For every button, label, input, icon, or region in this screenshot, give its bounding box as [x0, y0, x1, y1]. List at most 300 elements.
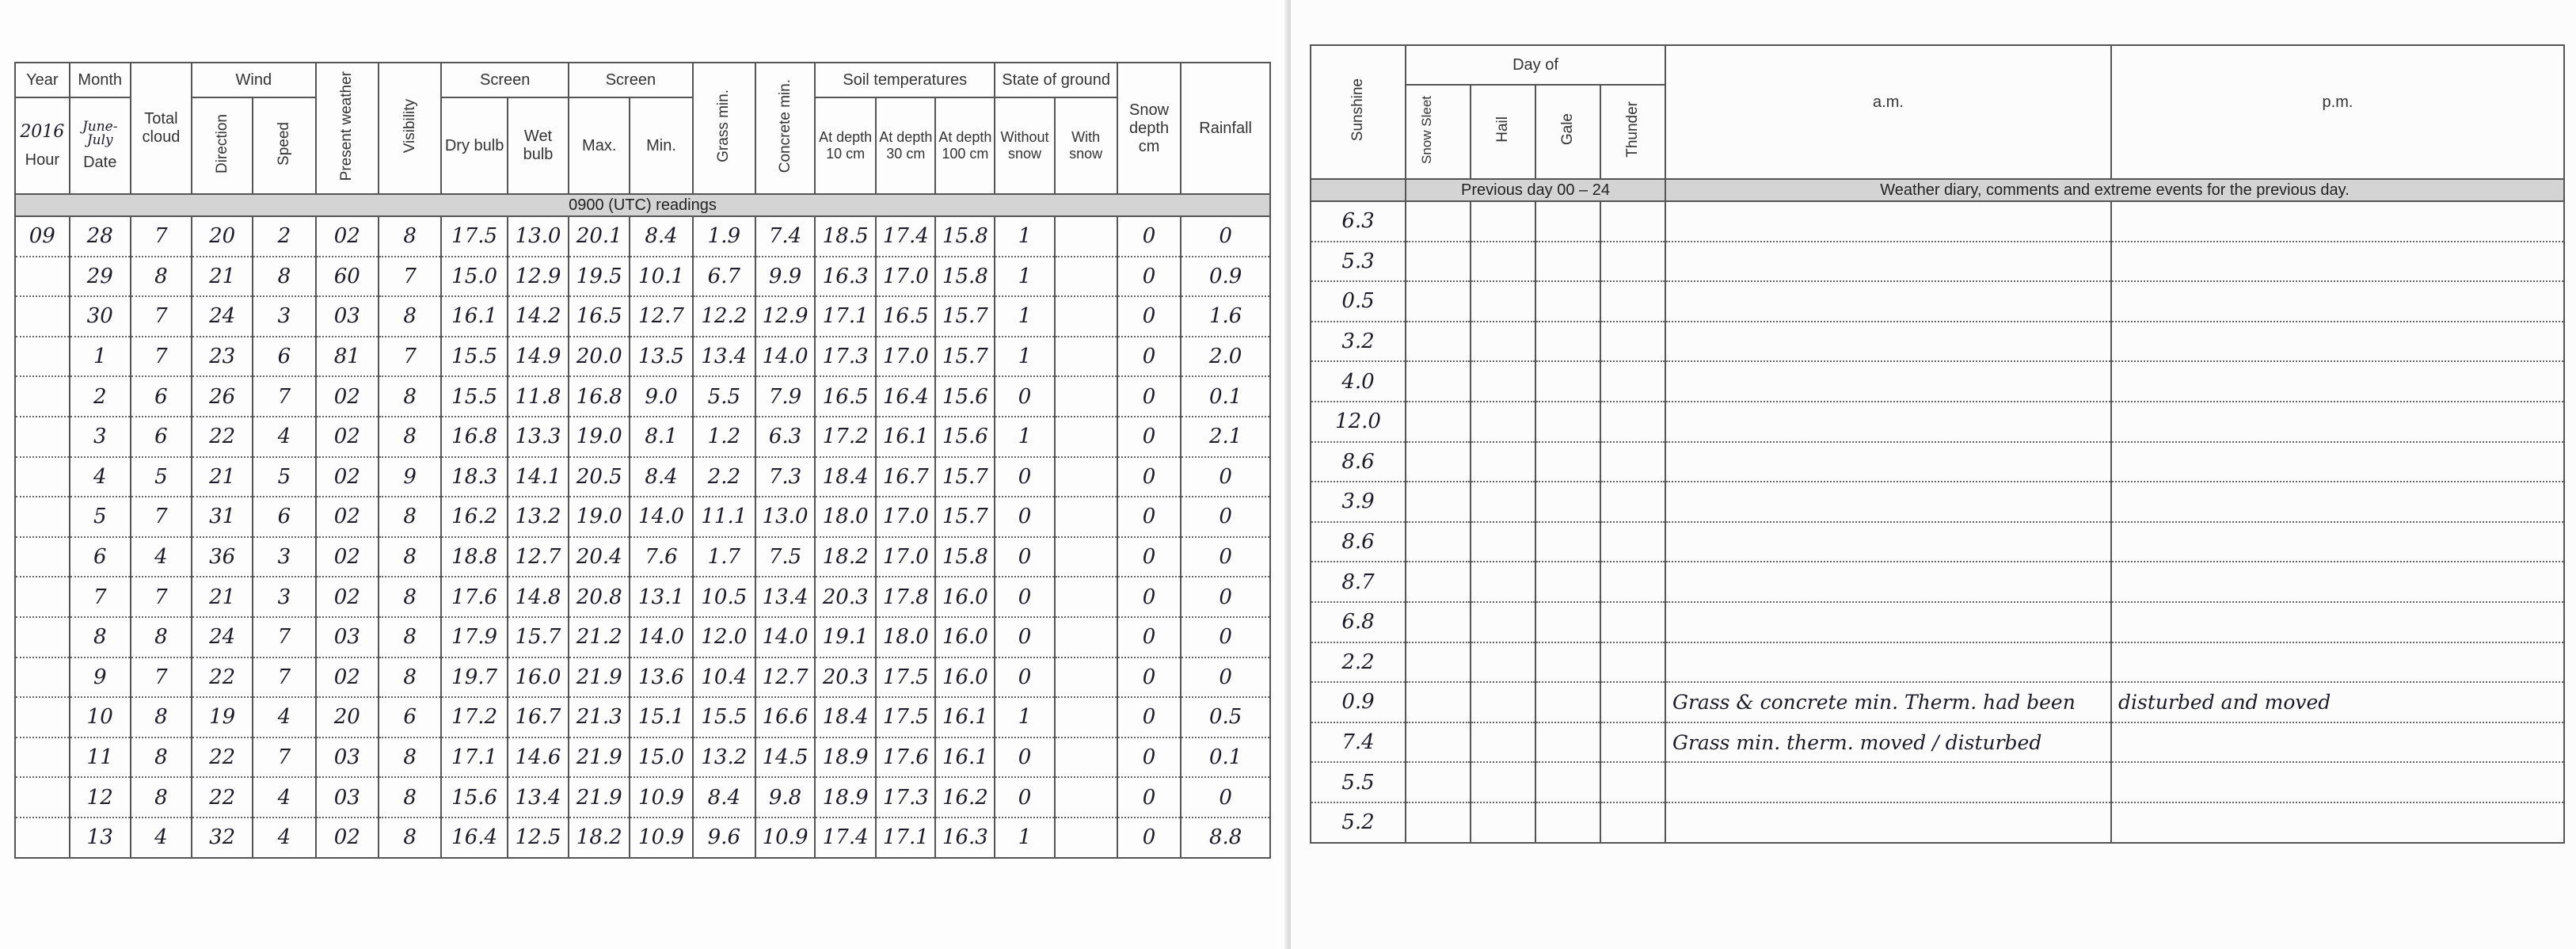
cell-s10: 17.4 — [815, 818, 876, 858]
table-row — [15, 577, 1270, 617]
cell-cloud: 8 — [131, 257, 192, 297]
cell-wet: 14.1 — [508, 457, 569, 497]
table-row — [1311, 642, 2564, 683]
cell-vis: 8 — [379, 577, 441, 617]
cell-diary-pm — [2111, 762, 2564, 802]
state-of-ground-header: State of ground — [995, 63, 1117, 97]
cell-s100: 16.1 — [935, 697, 995, 737]
table-row — [15, 737, 1270, 778]
cell-sunshine: 4.0 — [1311, 361, 1406, 402]
cell-conc: 7.9 — [755, 376, 815, 417]
cell-conc: 14.5 — [755, 737, 815, 778]
cell-vis: 8 — [379, 737, 441, 778]
cell-snow-sleet — [1406, 482, 1471, 522]
cell-snow-sleet — [1406, 602, 1471, 642]
cell-max: 21.2 — [569, 617, 630, 657]
cell-s10: 17.1 — [815, 296, 876, 337]
cell-pw: 02 — [316, 657, 379, 698]
cell-gale — [1535, 682, 1600, 722]
cell-wet: 13.0 — [508, 216, 569, 257]
cell-date: 30 — [70, 296, 131, 337]
cell-date: 5 — [70, 497, 131, 537]
cell-w — [1055, 417, 1117, 457]
cell-rain: 2.0 — [1181, 337, 1270, 377]
cell-s30: 17.1 — [876, 818, 935, 858]
cell-max: 21.3 — [569, 697, 630, 737]
cell-s10: 17.3 — [815, 337, 876, 377]
cell-pw: 02 — [316, 537, 379, 577]
cell-diary-am: Grass min. therm. moved / disturbed — [1665, 722, 2111, 763]
cell-dry: 15.0 — [441, 257, 508, 297]
cell-speed: 7 — [253, 376, 315, 417]
cell-thunder — [1600, 242, 1665, 282]
cell-snow-sleet — [1406, 322, 1471, 362]
cell-speed: 4 — [253, 818, 315, 858]
cell-rain: 0 — [1181, 216, 1270, 257]
cell-pw: 02 — [316, 577, 379, 617]
cell-max: 19.0 — [569, 497, 630, 537]
cell-date: 29 — [70, 257, 131, 297]
hour-label: Hour — [25, 151, 59, 170]
cell-sunshine: 12.0 — [1311, 402, 1406, 442]
cell-rain: 0 — [1181, 617, 1270, 657]
cell-gale — [1535, 201, 1600, 242]
cell-diary-pm — [2111, 482, 2564, 522]
cell-s10: 19.1 — [815, 617, 876, 657]
cell-min: 8.4 — [630, 457, 692, 497]
cell-speed: 7 — [253, 617, 315, 657]
year-header: Year — [15, 63, 70, 97]
cell-s100: 15.7 — [935, 337, 995, 377]
cell-dir: 24 — [192, 617, 253, 657]
cell-w — [1055, 296, 1117, 337]
table-row — [1311, 442, 2564, 482]
cell-pw: 02 — [316, 818, 379, 858]
cell-s10: 18.4 — [815, 457, 876, 497]
cell-gale — [1535, 442, 1600, 482]
cell-snow: 0 — [1117, 296, 1181, 337]
cell-conc: 9.8 — [755, 777, 815, 818]
cell-thunder — [1600, 361, 1665, 402]
diary-table — [1310, 44, 2565, 844]
cell-conc: 16.6 — [755, 697, 815, 737]
cell-min: 13.1 — [630, 577, 692, 617]
cell-dry: 18.8 — [441, 537, 508, 577]
cell-s10: 18.2 — [815, 537, 876, 577]
cell-conc: 12.9 — [755, 296, 815, 337]
cell-snow: 0 — [1117, 257, 1181, 297]
cell-date: 13 — [70, 818, 131, 858]
cell-snow: 0 — [1117, 417, 1181, 457]
cell-pw: 20 — [316, 697, 379, 737]
cell-grass: 12.0 — [693, 617, 755, 657]
cell-pw: 02 — [316, 457, 379, 497]
cell-cloud: 6 — [131, 417, 192, 457]
cell-dry: 17.9 — [441, 617, 508, 657]
gale-header: Gale — [1535, 85, 1600, 179]
cell-snow-sleet — [1406, 402, 1471, 442]
cell-wo: 0 — [995, 617, 1054, 657]
cell-sunshine: 0.5 — [1311, 281, 1406, 322]
cell-speed: 3 — [253, 296, 315, 337]
cell-gale — [1535, 722, 1600, 763]
cell-sunshine: 8.6 — [1311, 442, 1406, 482]
cell-gale — [1535, 402, 1600, 442]
cell-s30: 17.0 — [876, 497, 935, 537]
cell-rain: 8.8 — [1181, 818, 1270, 858]
cell-dry: 19.7 — [441, 657, 508, 698]
cell-grass: 6.7 — [693, 257, 755, 297]
cell-rain: 0.9 — [1181, 257, 1270, 297]
table-row — [15, 457, 1270, 497]
table-row — [1311, 562, 2564, 602]
cell-snow-sleet — [1406, 802, 1471, 843]
depth-10-header: At depth 10 cm — [815, 97, 876, 194]
cell-cloud: 8 — [131, 777, 192, 818]
cell-wo: 1 — [995, 417, 1054, 457]
cell-snow-sleet — [1406, 722, 1471, 763]
cell-hour — [15, 417, 70, 457]
cell-min: 13.6 — [630, 657, 692, 698]
cell-sunshine: 6.8 — [1311, 602, 1406, 642]
cell-speed: 4 — [253, 777, 315, 818]
cell-thunder — [1600, 522, 1665, 562]
cell-s30: 17.5 — [876, 697, 935, 737]
cell-date: 2 — [70, 376, 131, 417]
speed-header: Speed — [253, 97, 315, 194]
cell-diary-pm — [2111, 562, 2564, 602]
cell-gale — [1535, 281, 1600, 322]
cell-gale — [1535, 322, 1600, 362]
cell-gale — [1535, 522, 1600, 562]
cell-hour — [15, 497, 70, 537]
cell-sunshine: 8.6 — [1311, 522, 1406, 562]
cell-max: 16.8 — [569, 376, 630, 417]
cell-dir: 31 — [192, 497, 253, 537]
cell-diary-pm — [2111, 722, 2564, 763]
day-of-header: Day of — [1406, 45, 1665, 85]
cell-wo: 1 — [995, 216, 1054, 257]
cell-conc: 7.4 — [755, 216, 815, 257]
cell-diary-pm: disturbed and moved — [2111, 682, 2564, 722]
cell-pw: 03 — [316, 737, 379, 778]
cell-hour — [15, 257, 70, 297]
cell-cloud: 8 — [131, 737, 192, 778]
cell-wo: 0 — [995, 497, 1054, 537]
cell-diary-am — [1665, 361, 2111, 402]
cell-snow-sleet — [1406, 522, 1471, 562]
cell-s30: 17.0 — [876, 337, 935, 377]
cell-dir: 21 — [192, 577, 253, 617]
cell-dir: 26 — [192, 376, 253, 417]
cell-snow-sleet — [1406, 762, 1471, 802]
cell-hail — [1471, 322, 1535, 362]
cell-s100: 16.3 — [935, 818, 995, 858]
cell-s100: 16.0 — [935, 617, 995, 657]
cell-hail — [1471, 562, 1535, 602]
cell-dry: 16.8 — [441, 417, 508, 457]
cell-thunder — [1600, 762, 1665, 802]
cell-vis: 8 — [379, 296, 441, 337]
cell-speed: 5 — [253, 457, 315, 497]
table-row — [15, 537, 1270, 577]
cell-speed: 4 — [253, 417, 315, 457]
cell-speed: 3 — [253, 537, 315, 577]
cell-grass: 5.5 — [693, 376, 755, 417]
cell-speed: 7 — [253, 657, 315, 698]
cell-dir: 22 — [192, 777, 253, 818]
cell-wo: 0 — [995, 577, 1054, 617]
cell-diary-am — [1665, 482, 2111, 522]
cell-wet: 14.8 — [508, 577, 569, 617]
screen-bulb-header: Screen — [441, 63, 569, 97]
cell-speed: 7 — [253, 737, 315, 778]
cell-max: 20.4 — [569, 537, 630, 577]
cell-wet: 12.7 — [508, 537, 569, 577]
cell-min: 10.1 — [630, 257, 692, 297]
cell-speed: 4 — [253, 697, 315, 737]
cell-hail — [1471, 361, 1535, 402]
table-row — [1311, 361, 2564, 402]
table-row — [1311, 402, 2564, 442]
cell-max: 16.5 — [569, 296, 630, 337]
cell-dir: 32 — [192, 818, 253, 858]
present-weather-header: Present weather — [316, 63, 379, 194]
table-row — [1311, 242, 2564, 282]
cell-diary-pm — [2111, 802, 2564, 843]
cell-snow: 0 — [1117, 497, 1181, 537]
cell-date: 10 — [70, 697, 131, 737]
cell-speed: 3 — [253, 577, 315, 617]
cell-max: 21.9 — [569, 737, 630, 778]
cell-thunder — [1600, 322, 1665, 362]
cell-s30: 17.0 — [876, 537, 935, 577]
rainfall-header: Rainfall — [1181, 63, 1270, 194]
cell-hour — [15, 577, 70, 617]
cell-speed: 6 — [253, 497, 315, 537]
cell-thunder — [1600, 402, 1665, 442]
cell-dry: 17.1 — [441, 737, 508, 778]
cell-dry: 17.2 — [441, 697, 508, 737]
cell-gale — [1535, 762, 1600, 802]
cell-hail — [1471, 522, 1535, 562]
cell-sunshine: 5.5 — [1311, 762, 1406, 802]
date-label: Date — [83, 153, 117, 171]
cell-wet: 16.7 — [508, 697, 569, 737]
cell-wo: 0 — [995, 537, 1054, 577]
cell-wo: 0 — [995, 457, 1054, 497]
cell-diary-pm — [2111, 242, 2564, 282]
cell-diary-am — [1665, 562, 2111, 602]
cell-dir: 22 — [192, 417, 253, 457]
cell-grass: 10.4 — [693, 657, 755, 698]
cell-conc: 10.9 — [755, 818, 815, 858]
cell-snow-sleet — [1406, 562, 1471, 602]
cell-vis: 6 — [379, 697, 441, 737]
cell-sunshine: 5.3 — [1311, 242, 1406, 282]
cell-sunshine: 3.2 — [1311, 322, 1406, 362]
cell-cloud: 7 — [131, 337, 192, 377]
cell-vis: 8 — [379, 216, 441, 257]
cell-pw: 02 — [316, 417, 379, 457]
table-row — [1311, 281, 2564, 322]
cell-date: 9 — [70, 657, 131, 698]
min-header: Min. — [630, 97, 692, 194]
cell-hail — [1471, 201, 1535, 242]
cell-diary-am — [1665, 322, 2111, 362]
cell-diary-am — [1665, 281, 2111, 322]
cell-wo: 0 — [995, 657, 1054, 698]
cell-dry: 16.4 — [441, 818, 508, 858]
cell-hail — [1471, 722, 1535, 763]
cell-cloud: 7 — [131, 577, 192, 617]
year-value: 2016 — [20, 121, 65, 142]
cell-date: 4 — [70, 457, 131, 497]
cell-w — [1055, 818, 1117, 858]
table-row — [1311, 682, 2564, 722]
cell-dir: 19 — [192, 697, 253, 737]
cell-date: 6 — [70, 537, 131, 577]
wind-header: Wind — [192, 63, 316, 97]
cell-snow: 0 — [1117, 537, 1181, 577]
soil-temperatures-header: Soil temperatures — [815, 63, 995, 97]
cell-min: 15.1 — [630, 697, 692, 737]
cell-rain: 0.1 — [1181, 376, 1270, 417]
cell-hail — [1471, 642, 1535, 683]
cell-s100: 16.0 — [935, 657, 995, 698]
cell-vis: 8 — [379, 657, 441, 698]
direction-header: Direction — [192, 97, 253, 194]
cell-grass: 1.7 — [693, 537, 755, 577]
cell-s100: 15.6 — [935, 417, 995, 457]
cell-snow-sleet — [1406, 361, 1471, 402]
cell-rain: 0 — [1181, 577, 1270, 617]
cell-min: 12.7 — [630, 296, 692, 337]
cell-diary-pm — [2111, 642, 2564, 683]
cell-sunshine: 5.2 — [1311, 802, 1406, 843]
cell-dir: 24 — [192, 296, 253, 337]
cell-conc: 6.3 — [755, 417, 815, 457]
cell-diary-am — [1665, 802, 2111, 843]
cell-min: 8.4 — [630, 216, 692, 257]
cell-hail — [1471, 482, 1535, 522]
cell-diary-pm — [2111, 322, 2564, 362]
cell-wet: 16.0 — [508, 657, 569, 698]
cell-pw: 02 — [316, 376, 379, 417]
cell-s10: 20.3 — [815, 657, 876, 698]
cell-conc: 7.5 — [755, 537, 815, 577]
pm-header: p.m. — [2111, 45, 2564, 179]
table-row — [1311, 322, 2564, 362]
cell-thunder — [1600, 201, 1665, 242]
cell-min: 14.0 — [630, 617, 692, 657]
cell-wo: 1 — [995, 337, 1054, 377]
cell-max: 20.1 — [569, 216, 630, 257]
cell-snow: 0 — [1117, 457, 1181, 497]
cell-vis: 9 — [379, 457, 441, 497]
cell-pw: 03 — [316, 296, 379, 337]
wet-bulb-header: Wet bulb — [508, 97, 569, 194]
cell-hour — [15, 617, 70, 657]
cell-max: 20.5 — [569, 457, 630, 497]
cell-dry: 16.1 — [441, 296, 508, 337]
cell-wo: 0 — [995, 737, 1054, 778]
cell-snow: 0 — [1117, 818, 1181, 858]
cell-w — [1055, 337, 1117, 377]
snow-depth-header: Snow depth cm — [1117, 63, 1181, 194]
cell-grass: 13.4 — [693, 337, 755, 377]
cell-conc: 7.3 — [755, 457, 815, 497]
cell-s30: 16.4 — [876, 376, 935, 417]
cell-hail — [1471, 682, 1535, 722]
cell-s100: 15.8 — [935, 216, 995, 257]
cell-sunshine: 3.9 — [1311, 482, 1406, 522]
cell-pw: 03 — [316, 617, 379, 657]
cell-cloud: 5 — [131, 457, 192, 497]
cell-grass: 9.6 — [693, 818, 755, 858]
cell-diary-am — [1665, 442, 2111, 482]
cell-rain: 2.1 — [1181, 417, 1270, 457]
cell-hail — [1471, 802, 1535, 843]
cell-snow-sleet — [1406, 281, 1471, 322]
cell-diary-am — [1665, 762, 2111, 802]
cell-s10: 18.5 — [815, 216, 876, 257]
cell-thunder — [1600, 281, 1665, 322]
cell-w — [1055, 697, 1117, 737]
cell-gale — [1535, 642, 1600, 683]
cell-wet: 15.7 — [508, 617, 569, 657]
cell-dir: 21 — [192, 257, 253, 297]
cell-min: 9.0 — [630, 376, 692, 417]
cell-w — [1055, 777, 1117, 818]
cell-hour — [15, 296, 70, 337]
cell-dry: 16.2 — [441, 497, 508, 537]
cell-s30: 16.1 — [876, 417, 935, 457]
cell-wo: 1 — [995, 296, 1054, 337]
am-header: a.m. — [1665, 45, 2111, 179]
cell-sunshine: 7.4 — [1311, 722, 1406, 763]
cell-grass: 2.2 — [693, 457, 755, 497]
cell-hour — [15, 537, 70, 577]
table-row — [15, 257, 1270, 297]
table-row — [15, 697, 1270, 737]
cell-dry: 15.6 — [441, 777, 508, 818]
cell-hour — [15, 337, 70, 377]
cell-snow-sleet — [1406, 682, 1471, 722]
cell-wo: 0 — [995, 777, 1054, 818]
cell-rain: 1.6 — [1181, 296, 1270, 337]
cell-s10: 18.4 — [815, 697, 876, 737]
cell-pw: 81 — [316, 337, 379, 377]
cell-w — [1055, 577, 1117, 617]
cell-conc: 14.0 — [755, 337, 815, 377]
cell-dry: 17.6 — [441, 577, 508, 617]
cell-vis: 8 — [379, 497, 441, 537]
table-row — [1311, 762, 2564, 802]
table-row — [15, 376, 1270, 417]
cell-diary-am — [1665, 402, 2111, 442]
cell-snow-sleet — [1406, 642, 1471, 683]
cell-diary-pm — [2111, 361, 2564, 402]
cell-sunshine: 6.3 — [1311, 201, 1406, 242]
cell-date: 3 — [70, 417, 131, 457]
cell-sunshine: 0.9 — [1311, 682, 1406, 722]
cell-vis: 7 — [379, 257, 441, 297]
cell-date: 8 — [70, 617, 131, 657]
cell-rain: 0.1 — [1181, 737, 1270, 778]
cell-wo: 1 — [995, 257, 1054, 297]
table-row — [1311, 722, 2564, 763]
